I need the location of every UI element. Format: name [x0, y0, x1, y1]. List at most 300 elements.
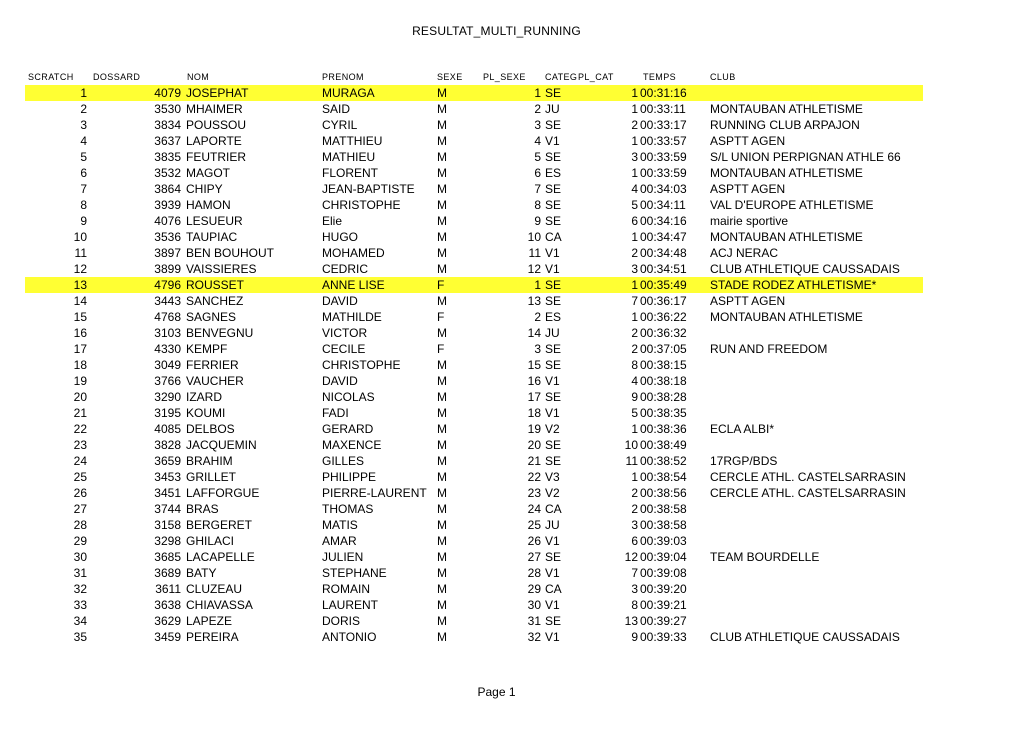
cell-pl-cat: 3: [631, 150, 638, 164]
cell-nom: IZARD: [186, 390, 222, 404]
cell-scratch: 12: [73, 262, 87, 276]
cell-sexe: M: [437, 438, 447, 452]
cell-scratch: 28: [73, 518, 87, 532]
cell-dossard: 3195: [154, 406, 181, 420]
cell-pl-cat: 1: [631, 278, 638, 292]
cell-sexe: M: [437, 166, 447, 180]
cell-dossard: 4085: [154, 422, 181, 436]
cell-pl-sexe: 1: [534, 86, 541, 100]
table-row: [0, 613, 1017, 629]
cell-nom: POUSSOU: [186, 118, 247, 132]
cell-pl-cat: 1: [631, 166, 638, 180]
cell-scratch: 14: [73, 294, 87, 308]
cell-prenom: CEDRIC: [322, 262, 369, 276]
cell-scratch: 21: [73, 406, 87, 420]
cell-sexe: F: [437, 278, 445, 292]
table-row: [0, 469, 1017, 485]
table-row: [0, 181, 1017, 197]
cell-temps: 00:38:18: [640, 374, 687, 388]
cell-sexe: M: [437, 86, 447, 100]
cell-pl-sexe: 7: [534, 182, 541, 196]
table-row: [0, 245, 1017, 261]
cell-pl-sexe: 25: [527, 518, 541, 532]
cell-prenom: MURAGA: [322, 86, 375, 100]
table-row: [0, 293, 1017, 309]
cell-dossard: 3864: [154, 182, 181, 196]
cell-dossard: 3103: [154, 326, 181, 340]
cell-nom: ROUSSET: [186, 278, 245, 292]
cell-pl-sexe: 3: [534, 342, 541, 356]
cell-categ: CA: [545, 230, 562, 244]
cell-scratch: 19: [73, 374, 87, 388]
cell-pl-sexe: 17: [527, 390, 541, 404]
cell-pl-cat: 2: [631, 246, 638, 260]
cell-pl-sexe: 32: [527, 630, 541, 644]
cell-nom: CHIAVASSA: [186, 598, 253, 612]
cell-nom: JOSEPHAT: [186, 86, 249, 100]
cell-pl-sexe: 16: [527, 374, 541, 388]
cell-sexe: M: [437, 614, 447, 628]
cell-pl-sexe: 13: [527, 294, 541, 308]
cell-dossard: 3897: [154, 246, 181, 260]
cell-pl-sexe: 28: [527, 566, 541, 580]
header-nom: NOM: [187, 72, 210, 82]
cell-nom: CLUZEAU: [186, 582, 243, 596]
table-row: [0, 629, 1017, 645]
cell-pl-sexe: 19: [527, 422, 541, 436]
cell-categ: SE: [545, 182, 562, 196]
cell-scratch: 4: [80, 134, 87, 148]
cell-dossard: 3453: [154, 470, 181, 484]
cell-sexe: M: [437, 518, 447, 532]
header-dossard: DOSSARD: [93, 72, 141, 82]
cell-nom: BATY: [186, 566, 217, 580]
cell-nom: SANCHEZ: [186, 294, 244, 308]
cell-categ: SE: [545, 390, 562, 404]
cell-nom: LESUEUR: [186, 214, 243, 228]
cell-categ: SE: [545, 342, 562, 356]
cell-sexe: M: [437, 326, 447, 340]
cell-club: CERCLE ATHL. CASTELSARRASIN: [710, 470, 906, 484]
cell-pl-sexe: 5: [534, 150, 541, 164]
cell-scratch: 26: [73, 486, 87, 500]
cell-nom: LAPORTE: [186, 134, 242, 148]
cell-pl-cat: 3: [631, 262, 638, 276]
cell-temps: 00:39:03: [640, 534, 687, 548]
cell-categ: CA: [545, 582, 562, 596]
cell-club: 17RGP/BDS: [710, 454, 778, 468]
cell-nom: BRAHIM: [186, 454, 233, 468]
cell-club: ASPTT AGEN: [710, 134, 786, 148]
cell-pl-cat: 2: [631, 502, 638, 516]
cell-club: VAL D'EUROPE ATHLETISME: [710, 198, 874, 212]
cell-club: S/L UNION PERPIGNAN ATHLE 66: [710, 150, 901, 164]
cell-categ: V1: [545, 134, 560, 148]
cell-pl-sexe: 2: [534, 102, 541, 116]
cell-sexe: M: [437, 198, 447, 212]
cell-nom: LACAPELLE: [186, 550, 255, 564]
cell-dossard: 3637: [154, 134, 181, 148]
header-pl-sexe: PL_SEXE: [483, 72, 526, 82]
cell-dossard: 3536: [154, 230, 181, 244]
table-row: [0, 533, 1017, 549]
cell-prenom: ANNE LISE: [322, 278, 385, 292]
cell-pl-cat: 7: [631, 566, 638, 580]
cell-categ: SE: [545, 278, 562, 292]
table-row: [0, 101, 1017, 117]
table-row: [0, 597, 1017, 613]
cell-scratch: 2: [80, 102, 87, 116]
cell-sexe: M: [437, 390, 447, 404]
cell-prenom: ROMAIN: [322, 582, 370, 596]
cell-pl-cat: 1: [631, 86, 638, 100]
cell-nom: BRAS: [186, 502, 219, 516]
cell-categ: CA: [545, 502, 562, 516]
cell-scratch: 35: [73, 630, 87, 644]
cell-temps: 00:33:59: [640, 166, 687, 180]
cell-scratch: 8: [80, 198, 87, 212]
cell-temps: 00:38:52: [640, 454, 687, 468]
cell-dossard: 4768: [154, 310, 181, 324]
cell-pl-cat: 7: [631, 294, 638, 308]
cell-categ: JU: [545, 326, 560, 340]
cell-prenom: MOHAMED: [322, 246, 385, 260]
cell-categ: SE: [545, 294, 562, 308]
cell-categ: V2: [545, 422, 560, 436]
cell-pl-cat: 3: [631, 582, 638, 596]
cell-sexe: M: [437, 214, 447, 228]
cell-dossard: 3689: [154, 566, 181, 580]
cell-scratch: 34: [73, 614, 87, 628]
cell-pl-sexe: 27: [527, 550, 541, 564]
cell-club: mairie sportive: [710, 214, 789, 228]
cell-pl-cat: 2: [631, 342, 638, 356]
cell-prenom: GILLES: [322, 454, 365, 468]
cell-sexe: M: [437, 406, 447, 420]
cell-nom: BERGERET: [186, 518, 253, 532]
cell-pl-cat: 10: [624, 438, 638, 452]
cell-pl-cat: 6: [631, 534, 638, 548]
cell-pl-cat: 13: [624, 614, 638, 628]
cell-scratch: 31: [73, 566, 87, 580]
table-row: [0, 261, 1017, 277]
cell-temps: 00:34:03: [640, 182, 687, 196]
cell-prenom: DAVID: [322, 294, 358, 308]
cell-sexe: M: [437, 246, 447, 260]
cell-pl-sexe: 10: [527, 230, 541, 244]
cell-scratch: 23: [73, 438, 87, 452]
cell-categ: SE: [545, 198, 562, 212]
cell-pl-cat: 6: [631, 214, 638, 228]
cell-prenom: JULIEN: [322, 550, 364, 564]
cell-dossard: 3530: [154, 102, 181, 116]
cell-pl-cat: 1: [631, 470, 638, 484]
cell-temps: 00:33:59: [640, 150, 687, 164]
cell-dossard: 3451: [154, 486, 181, 500]
cell-scratch: 3: [80, 118, 87, 132]
cell-dossard: 3638: [154, 598, 181, 612]
cell-sexe: M: [437, 374, 447, 388]
cell-temps: 00:34:48: [640, 246, 687, 260]
cell-scratch: 33: [73, 598, 87, 612]
cell-pl-sexe: 11: [528, 246, 541, 260]
table-row: [0, 341, 1017, 357]
cell-club: CLUB ATHLETIQUE CAUSSADAIS: [710, 262, 900, 276]
cell-nom: JACQUEMIN: [186, 438, 257, 452]
cell-sexe: M: [437, 550, 447, 564]
cell-dossard: 3834: [154, 118, 181, 132]
cell-nom: TAUPIAC: [186, 230, 238, 244]
cell-dossard: 3899: [154, 262, 181, 276]
cell-pl-sexe: 9: [534, 214, 541, 228]
cell-nom: CHIPY: [186, 182, 223, 196]
cell-temps: 00:36:17: [640, 294, 687, 308]
table-row: [0, 197, 1017, 213]
cell-temps: 00:34:51: [640, 262, 687, 276]
cell-scratch: 30: [73, 550, 87, 564]
cell-prenom: CECILE: [322, 342, 366, 356]
table-header: [0, 72, 1017, 84]
cell-dossard: 3685: [154, 550, 181, 564]
cell-nom: VAUCHER: [186, 374, 244, 388]
cell-nom: MAGOT: [186, 166, 230, 180]
cell-temps: 00:39:04: [640, 550, 687, 564]
cell-dossard: 3049: [154, 358, 181, 372]
table-row: [0, 325, 1017, 341]
cell-pl-sexe: 24: [527, 502, 541, 516]
cell-scratch: 6: [80, 166, 87, 180]
cell-categ: V1: [545, 246, 560, 260]
cell-categ: V1: [545, 534, 560, 548]
cell-pl-cat: 1: [631, 230, 638, 244]
cell-prenom: FADI: [322, 406, 349, 420]
cell-sexe: M: [437, 422, 447, 436]
cell-dossard: 4330: [154, 342, 181, 356]
cell-prenom: MATIS: [322, 518, 358, 532]
table-row: [0, 405, 1017, 421]
cell-sexe: M: [437, 566, 447, 580]
cell-sexe: M: [437, 358, 447, 372]
cell-categ: SE: [545, 454, 562, 468]
cell-pl-cat: 1: [631, 310, 638, 324]
cell-scratch: 7: [80, 182, 87, 196]
cell-categ: ES: [545, 310, 562, 324]
cell-nom: FEUTRIER: [186, 150, 246, 164]
cell-temps: 00:38:54: [640, 470, 687, 484]
cell-scratch: 13: [73, 278, 87, 292]
cell-sexe: M: [437, 150, 447, 164]
cell-pl-sexe: 30: [527, 598, 541, 612]
cell-pl-sexe: 15: [527, 358, 541, 372]
cell-temps: 00:39:27: [640, 614, 687, 628]
cell-pl-sexe: 1: [534, 278, 541, 292]
cell-pl-cat: 5: [631, 198, 638, 212]
cell-scratch: 18: [73, 358, 87, 372]
table-row: [0, 485, 1017, 501]
cell-pl-cat: 1: [631, 134, 638, 148]
cell-temps: 00:38:28: [640, 390, 687, 404]
cell-categ: V1: [545, 566, 560, 580]
table-row: [0, 421, 1017, 437]
cell-prenom: CHRISTOPHE: [322, 358, 401, 372]
cell-pl-cat: 3: [631, 518, 638, 532]
cell-pl-cat: 1: [631, 422, 638, 436]
cell-nom: LAFFORGUE: [186, 486, 260, 500]
cell-club: MONTAUBAN ATHLETISME: [710, 310, 863, 324]
header-pl-cat: PL_CAT: [578, 72, 614, 82]
cell-nom: FERRIER: [186, 358, 239, 372]
cell-dossard: 3744: [154, 502, 181, 516]
cell-sexe: F: [437, 342, 445, 356]
table-row: [0, 389, 1017, 405]
cell-club: TEAM BOURDELLE: [710, 550, 820, 564]
cell-temps: 00:39:20: [640, 582, 687, 596]
cell-prenom: LAURENT: [322, 598, 379, 612]
table-row: [0, 565, 1017, 581]
cell-scratch: 5: [80, 150, 87, 164]
cell-categ: V1: [545, 374, 560, 388]
cell-prenom: VICTOR: [322, 326, 368, 340]
cell-temps: 00:37:05: [640, 342, 687, 356]
header-categ: CATEG: [545, 72, 578, 82]
cell-scratch: 1: [80, 86, 87, 100]
table-row: [0, 229, 1017, 245]
table-row: [0, 165, 1017, 181]
page-number: Page 1: [477, 685, 516, 699]
header-temps: TEMPS: [643, 72, 677, 82]
cell-categ: V1: [545, 406, 560, 420]
cell-temps: 00:38:58: [640, 518, 687, 532]
table-row: [0, 213, 1017, 229]
cell-temps: 00:33:17: [640, 118, 687, 132]
table-row: [0, 117, 1017, 133]
cell-sexe: M: [437, 134, 447, 148]
cell-temps: 00:34:47: [640, 230, 687, 244]
cell-temps: 00:36:32: [640, 326, 687, 340]
table-row: [0, 149, 1017, 165]
cell-pl-sexe: 6: [534, 166, 541, 180]
cell-dossard: 3835: [154, 150, 181, 164]
cell-sexe: M: [437, 598, 447, 612]
cell-temps: 00:38:15: [640, 358, 687, 372]
cell-dossard: 3443: [154, 294, 181, 308]
header-scratch: SCRATCH: [28, 72, 74, 82]
cell-nom: BEN BOUHOUT: [186, 246, 275, 260]
cell-sexe: M: [437, 102, 447, 116]
cell-temps: 00:34:11: [640, 198, 686, 212]
cell-sexe: F: [437, 310, 445, 324]
cell-club: MONTAUBAN ATHLETISME: [710, 166, 863, 180]
cell-sexe: M: [437, 294, 447, 308]
cell-prenom: CHRISTOPHE: [322, 198, 401, 212]
cell-pl-sexe: 2: [534, 310, 541, 324]
table-row: [0, 437, 1017, 453]
cell-scratch: 16: [73, 326, 87, 340]
cell-pl-sexe: 4: [534, 134, 541, 148]
cell-temps: 00:35:49: [640, 278, 687, 292]
cell-categ: SE: [545, 214, 562, 228]
header-club: CLUB: [710, 72, 736, 82]
cell-nom: BENVEGNU: [186, 326, 254, 340]
cell-prenom: AMAR: [322, 534, 357, 548]
cell-dossard: 3629: [154, 614, 181, 628]
cell-nom: MHAIMER: [186, 102, 243, 116]
cell-categ: SE: [545, 86, 562, 100]
cell-club: RUN AND FREEDOM: [710, 342, 828, 356]
cell-categ: V1: [545, 598, 560, 612]
cell-pl-cat: 2: [631, 118, 638, 132]
cell-dossard: 3290: [154, 390, 181, 404]
cell-prenom: Elie: [322, 214, 343, 228]
cell-scratch: 22: [73, 422, 87, 436]
cell-club: STADE RODEZ ATHLETISME*: [710, 278, 877, 292]
cell-sexe: M: [437, 582, 447, 596]
cell-pl-cat: 2: [631, 326, 638, 340]
cell-prenom: MATHILDE: [322, 310, 382, 324]
cell-temps: 00:39:33: [640, 630, 687, 644]
cell-pl-sexe: 31: [527, 614, 541, 628]
cell-sexe: M: [437, 470, 447, 484]
cell-dossard: 3158: [154, 518, 181, 532]
cell-nom: LAPEZE: [186, 614, 233, 628]
header-sexe: SEXE: [437, 72, 463, 82]
cell-prenom: MAXENCE: [322, 438, 382, 452]
cell-pl-sexe: 21: [527, 454, 541, 468]
cell-temps: 00:38:49: [640, 438, 687, 452]
cell-pl-sexe: 29: [527, 582, 541, 596]
cell-pl-cat: 4: [631, 182, 638, 196]
cell-sexe: M: [437, 502, 447, 516]
cell-categ: V1: [545, 262, 560, 276]
cell-sexe: M: [437, 454, 447, 468]
cell-pl-cat: 4: [631, 374, 638, 388]
cell-categ: JU: [545, 518, 560, 532]
cell-categ: V2: [545, 486, 560, 500]
cell-prenom: PHILIPPE: [322, 470, 377, 484]
cell-nom: HAMON: [186, 198, 231, 212]
cell-club: RUNNING CLUB ARPAJON: [710, 118, 860, 132]
cell-dossard: 3828: [154, 438, 181, 452]
cell-nom: KOUMI: [186, 406, 226, 420]
cell-dossard: 3459: [154, 630, 181, 644]
cell-categ: SE: [545, 614, 562, 628]
cell-sexe: M: [437, 262, 447, 276]
cell-scratch: 15: [73, 310, 87, 324]
cell-prenom: GERARD: [322, 422, 374, 436]
cell-categ: V1: [545, 630, 560, 644]
cell-scratch: 9: [80, 214, 87, 228]
cell-categ: SE: [545, 118, 562, 132]
cell-pl-sexe: 22: [527, 470, 541, 484]
cell-temps: 00:38:58: [640, 502, 687, 516]
cell-club: CLUB ATHLETIQUE CAUSSADAIS: [710, 630, 900, 644]
cell-sexe: M: [437, 486, 447, 500]
cell-club: ACJ NERAC: [710, 246, 779, 260]
cell-club: MONTAUBAN ATHLETISME: [710, 102, 863, 116]
cell-prenom: HUGO: [322, 230, 358, 244]
cell-categ: ES: [545, 166, 562, 180]
report-title: RESULTAT_MULTI_RUNNING: [412, 24, 581, 38]
cell-pl-cat: 8: [631, 358, 638, 372]
cell-dossard: 4079: [154, 86, 181, 100]
cell-pl-cat: 2: [631, 486, 638, 500]
cell-prenom: ANTONIO: [322, 630, 377, 644]
cell-pl-sexe: 8: [534, 198, 541, 212]
cell-categ: SE: [545, 150, 562, 164]
cell-sexe: M: [437, 118, 447, 132]
cell-prenom: PIERRE-LAURENT: [322, 486, 427, 500]
cell-nom: SAGNES: [186, 310, 237, 324]
